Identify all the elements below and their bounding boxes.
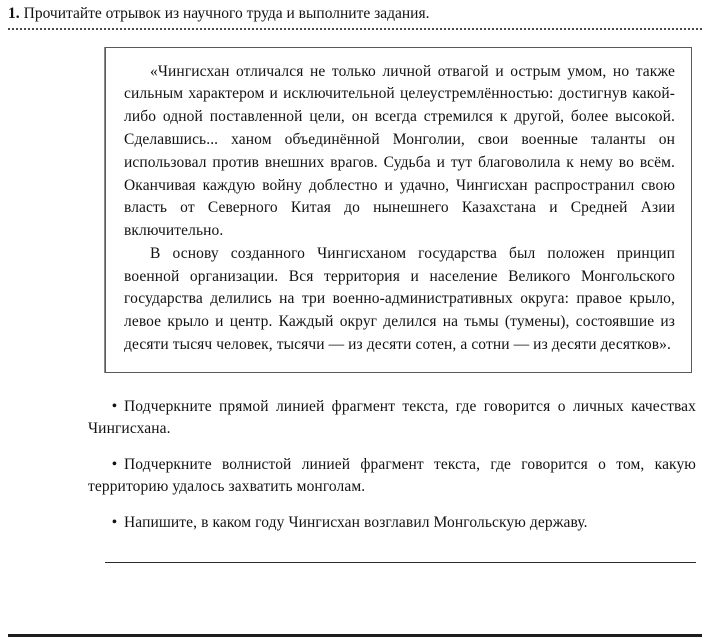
bullet-icon: •: [112, 398, 118, 414]
task-item: [88, 396, 696, 440]
bullet-icon: •: [112, 514, 118, 530]
task-text-underline-wavy: Подчеркните волнистой линией фрагмент текста, где говорится о том, какую территорию удалось захватить монголам.: [88, 455, 696, 495]
excerpt-paragraph-1: «Чингисхан отличался не только личной отвагой и острым умом, но также сильным характером и исключительной целеустремлённостью: достигнув какой-либо одной поставленной цели, он всегда стремился к другой, более высокой. Сделавшись... ханом объединённой Монголии, свои военные таланты он использовал против внешних врагов. Судьба и тут благоволила к нему во всём. Оканчивая каждую войну доблестно и удачно, Чингисхан распространил свою власть от Северного Китая до нынешнего Казахстана и Средней Азии включительно.: [124, 62, 675, 240]
dotted-separator: [8, 28, 702, 30]
task-item: [88, 454, 696, 498]
task-instruction: Прочитайте отрывок из научного труда и выполните задания.: [23, 5, 430, 22]
answer-line: [105, 548, 696, 563]
bullet-icon: •: [112, 456, 118, 472]
task-text-write-year: Напишите, в каком году Чингисхан возглавил Монгольскую державу.: [124, 513, 588, 531]
excerpt-paragraph-2: В основу созданного Чингисханом государства был положен принцип военной организации. Вся территория и население Великого Монгольского государства делились на три военно-административных округа: правое крыло, левое крыло и центр. Каждый округ делился на тьмы (тумены), состоявшие из десяти тысяч человек, тысячи — из десяти сотен, а сотни — из десяти десятков».: [124, 244, 675, 353]
page-bottom-rule: [8, 634, 702, 637]
task-item: [88, 512, 696, 534]
task-list: [88, 396, 696, 534]
task-text-underline-straight: Подчеркните прямой линией фрагмент текста, где говорится о личных качествах Чингисхана.: [88, 397, 696, 437]
task-number: 1.: [8, 5, 20, 22]
task-header: [8, 5, 702, 24]
excerpt-box: [105, 47, 692, 373]
